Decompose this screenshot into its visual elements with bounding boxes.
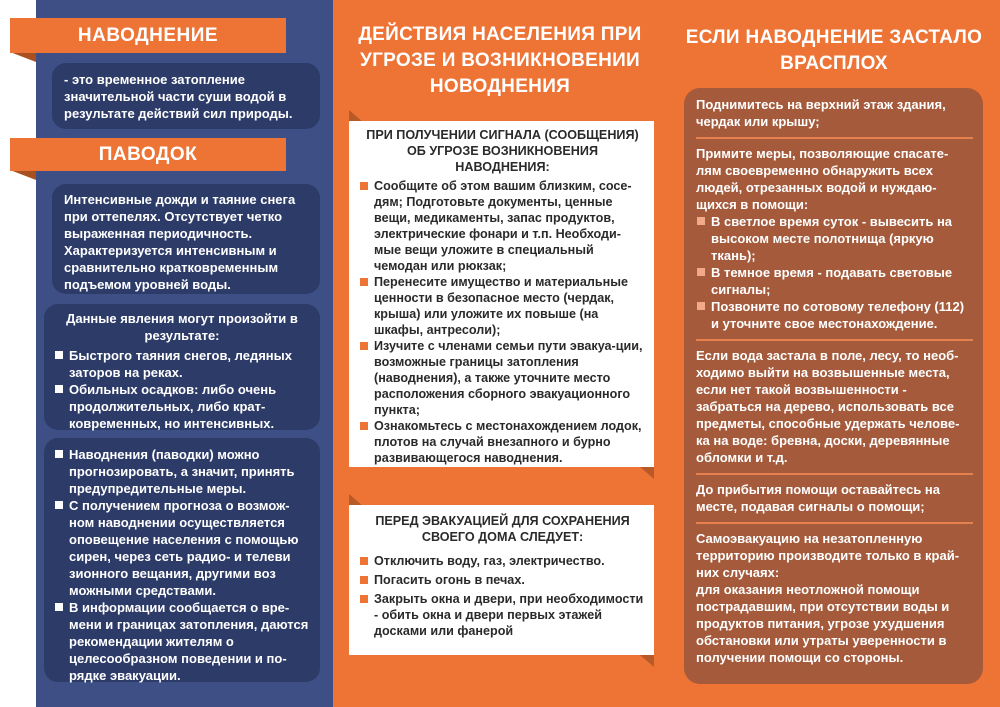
instruction-climb: Поднимитесь на верхний этаж здания, чердак или крышу; [696,97,946,129]
evacuation-list [359,553,646,639]
card-fold [640,655,654,667]
causes-list [54,347,310,432]
divider [696,473,973,475]
list-item: Обильных осадков: либо очень продолжительных, либо крат-ковременных, но интенсивных. [54,381,310,432]
flood-definition: - это временное затопление значительной части суши водой в результате действий сил природы. [64,72,293,121]
banner-fold [10,52,36,62]
signal-card [349,121,654,467]
forecast-box [44,438,320,682]
divider [696,522,973,524]
signal-card-heading: ПРИ ПОЛУЧЕНИИ СИГНАЛА (СООБЩЕНИЯ) ОБ УГРОЗЕ ВОЗНИКНОВЕНИЯ НАВОДНЕНИЯ: [366,128,639,174]
instruction-self-evacuation: Самоэвакуацию на незатопленную территорию производите только в край-них случаях: [696,531,960,580]
right-title: ЕСЛИ НАВОДНЕНИЕ ЗАСТАЛО ВРАСПЛОХ [685,27,983,74]
list-item: Отключить воду, газ, электричество. [359,553,646,569]
flood-banner-text: НАВОДНЕНИЕ [77,24,219,46]
list-item: В информации сообщается о вре-мени и границах затопления, даются рекомендации жителям о целесообразном поведении и по-рядке эвакуации. [54,599,310,684]
surprise-box [684,88,983,684]
causes-heading: Данные явления могут произойти в результате: [66,311,298,343]
high-water-box [52,184,320,294]
high-water-banner-text: ПАВОДОК [98,143,198,165]
high-water-text: Интенсивные дожди и таяние снега при оттепелях. Отсутствует четко выраженная периодичность. Характеризуется интенсивным и сравнительно кратковременным подъемом уровней воды. [64,192,296,292]
self-evacuation-cases: для оказания неотложной помощи пострадавшим, при отсутствии воды и продуктов питания, угрозе ухудшения обстановки или утраты уверенности в получении помощи со стороны. [696,582,950,665]
flood-definition-box [52,63,320,129]
list-item: В светлое время суток - вывесить на высоком месте полотнища (яркую ткань); [696,213,973,264]
signals-list [696,213,973,332]
flood-banner [10,18,286,53]
high-water-banner [10,138,286,171]
evacuation-card-heading: ПЕРЕД ЭВАКУАЦИЕЙ ДЛЯ СОХРАНЕНИЯ СВОЕГО ДОМА СЛЕДУЕТ: [375,514,630,544]
list-item: Погасить огонь в печах. [359,572,646,588]
causes-box [44,304,320,430]
list-item: Закрыть окна и двери, при необходимости - обить окна и двери первых этажей досками или фанерой [359,591,646,639]
instruction-stay: До прибытия помощи оставайтесь на месте, подавая сигналы о помощи; [696,482,941,514]
divider [696,339,973,341]
divider [696,137,973,139]
card-fold [640,467,654,479]
evacuation-card [349,505,654,655]
list-item: В темное время - подавать световые сигналы; [696,264,973,298]
list-item: Позвоните по сотовому телефону (112) и уточните свое местонахождение. [696,298,973,332]
instruction-field-forest: Если вода застала в поле, лесу, то необ-ходимо выйти на возвышенные места, если нет такой возвышенности - забраться на дерево, использовать все предметы, способные удержать челове-ка на воде: бревна, доски, деревянные обломки и т.д. [696,348,960,465]
list-item: Перенесите имущество и материальные ценности в безопасное место (чердак, крыша) или уложите их повыше (на шкафы, антресоли); [359,274,646,338]
list-item: Сообщите об этом вашим близким, сосе-дям; Подготовьте документы, ценные вещи, медикаменты, запас продуктов, электрические фонари и т.п. Необходи-мые вещи уложите в специальный чемодан или рюкзак; [359,178,646,274]
signal-list [359,178,646,466]
instruction-signal-rescuers: Примите меры, позволяющие спасате-лям своевременно обнаружить всех людей, отрезанных водой и нуждаю-щихся в помощи: [696,146,949,212]
banner-fold [10,170,36,180]
list-item: Изучите с членами семьи пути эвакуа-ции, возможные границы затопления (наводнения), а также уточните место расположения сборного эвакуационного пункта; [359,338,646,418]
list-item: С получением прогноза о возмож-ном наводнении осуществляется оповещение населения с помощью сирен, через сеть радио- и телеви зионного вещания, другими воз можными средствами. [54,497,310,599]
forecast-list [54,446,310,684]
middle-title: ДЕЙСТВИЯ НАСЕЛЕНИЯ ПРИ УГРОЗЕ И ВОЗНИКНОВЕНИИ НОВОДНЕНИЯ [358,24,642,97]
list-item: Наводнения (паводки) можно прогнозировать, а значит, принять предупредительные меры. [54,446,310,497]
list-item: Быстрого таяния снегов, ледяных заторов на реках. [54,347,310,381]
list-item: Ознакомьтесь с местонахождением лодок, плотов на случай внезапного и бурно развивающегося наводнения. [359,418,646,466]
